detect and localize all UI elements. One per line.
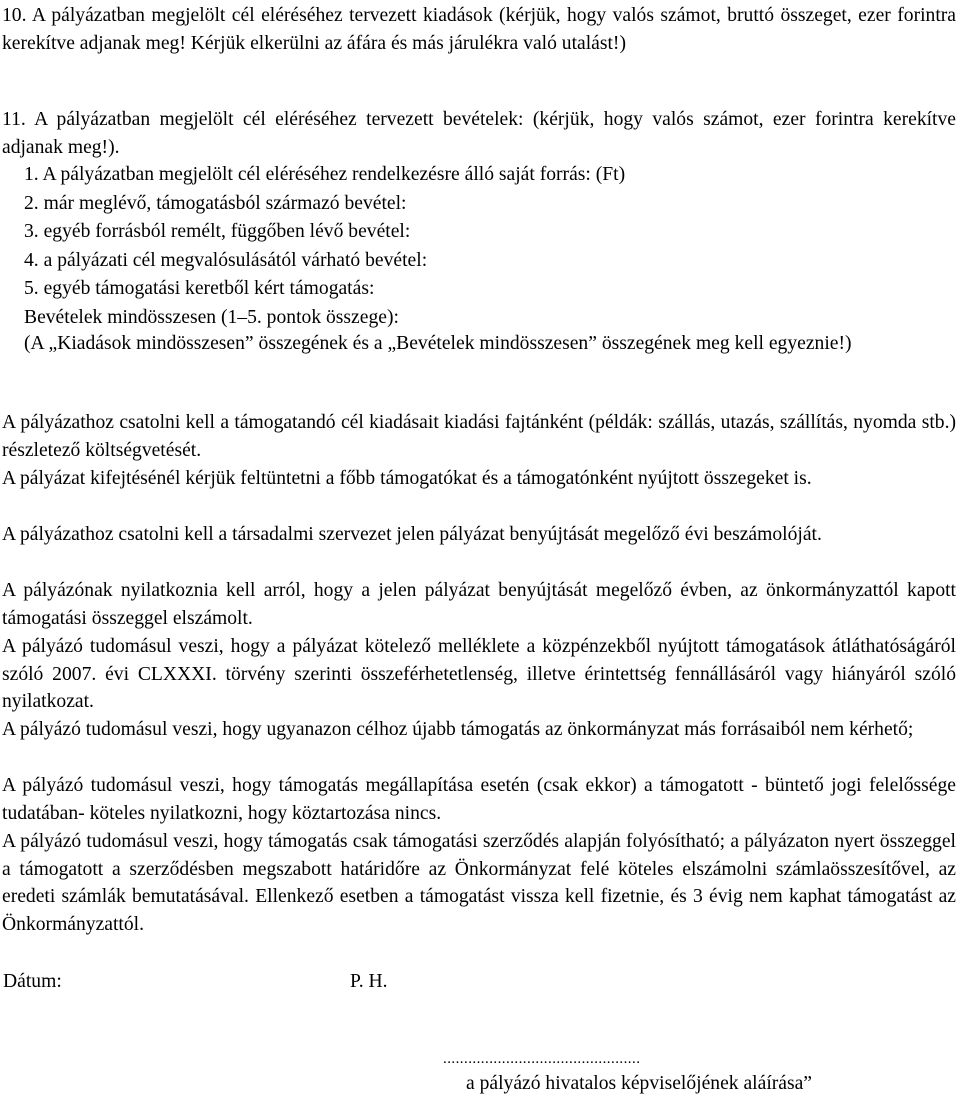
paragraph-no-other-funds: A pályázó tudomásul veszi, hogy ugyanazon célhoz újabb támogatás az önkormányzat más forrásaiból nem kérhető; (2, 719, 914, 740)
paragraph-main-supporters: A pályázat kifejtésénél kérjük feltüntetni a főbb támogatókat és a támogatónként nyújtott összegeket is. (2, 468, 812, 489)
income-balance-note: (A „Kiadások mindösszesen” összegének és a „Bevételek mindösszesen” összegének meg kell egyeznie!) (24, 333, 852, 354)
section-10-expenses: 10. A pályázatban megjelölt cél eléréséhez tervezett kiadások (kérjük, hogy valós számot, bruttó összeget, ezer forintra kerekítve adjanak meg! Kérjük elkerülni az áfára és más járulékra való utalást!) (2, 5, 956, 54)
income-item-own-source: 1. A pályázatban megjelölt cél eléréséhez rendelkezésre álló saját forrás: (Ft) (24, 164, 626, 185)
paragraph-settlement-terms: A pályázó tudomásul veszi, hogy támogatás csak támogatási szerződés alapján folyósítható; a pályázaton nyert összeggel a támogatott a szerződésben megszabott határidőre az Önkormányzat felé köteles elszámolni számlaösszesítővel, az eredeti számlák bemutatásával. Ellenkező esetben a támogatást vissza kell fizetnie, és 3 évig nem kaphat támogatást az Önkormányzattól. (2, 831, 956, 935)
paragraph-settlement-declaration: A pályázónak nyilatkoznia kell arról, hogy a jelen pályázat benyújtását megelőző évben, az önkormányzattól kapott támogatási összeggel elszámolt. (2, 580, 956, 629)
date-label: Dátum: (3, 971, 62, 992)
signature-label: a pályázó hivatalos képviselőjének aláírása” (466, 1073, 812, 1094)
signature-line: ............................................... (443, 1051, 641, 1067)
income-items-list (24, 161, 954, 332)
paragraph-public-debt: A pályázó tudomásul veszi, hogy támogatás megállapítása esetén (csak ekkor) a támogatott - büntető jogi felelőssége tudatában- köteles nyilatkozni, hogy köztartozása nincs. (2, 775, 956, 824)
income-item-existing-support: 2. már meglévő, támogatásból származó bevétel: (24, 192, 407, 214)
paragraph-conflict-of-interest: A pályázó tudomásul veszi, hogy a pályázat kötelező melléklete a közpénzekből nyújtott támogatások átláthatóságáról szóló 2007. évi CLXXXI. törvény szerinti összeférhetetlenség, illetve érintettség fennállásáról vagy hiányáról szóló nyilatkozat. (2, 636, 956, 712)
paragraph-annual-report: A pályázathoz csatolni kell a társadalmi szervezet jelen pályázat benyújtását megelőző évi beszámolóját. (2, 524, 822, 545)
paragraph-budget-attachment: A pályázathoz csatolni kell a támogatandó cél kiadásait kiadási fajtánként (példák: szállás, utazás, szállítás, nyomda stb.) részletező költségvetését. (2, 412, 956, 461)
section-11-income: 11. A pályázatban megjelölt cél eléréséhez tervezett bevételek: (kérjük, hogy valós számot, ezer forintra kerekítve adjanak meg!). (2, 109, 956, 158)
income-item-pending-income: 3. egyéb forrásból remélt, függőben lévő bevétel: (24, 221, 411, 242)
stamp-label: P. H. (350, 971, 388, 992)
income-item-other-support: 5. egyéb támogatási keretből kért támogatás: (24, 278, 375, 299)
income-item-expected-income: 4. a pályázati cél megvalósulásától várható bevétel: (24, 249, 428, 271)
income-total: Bevételek mindösszesen (1–5. pontok összege): (24, 306, 399, 328)
